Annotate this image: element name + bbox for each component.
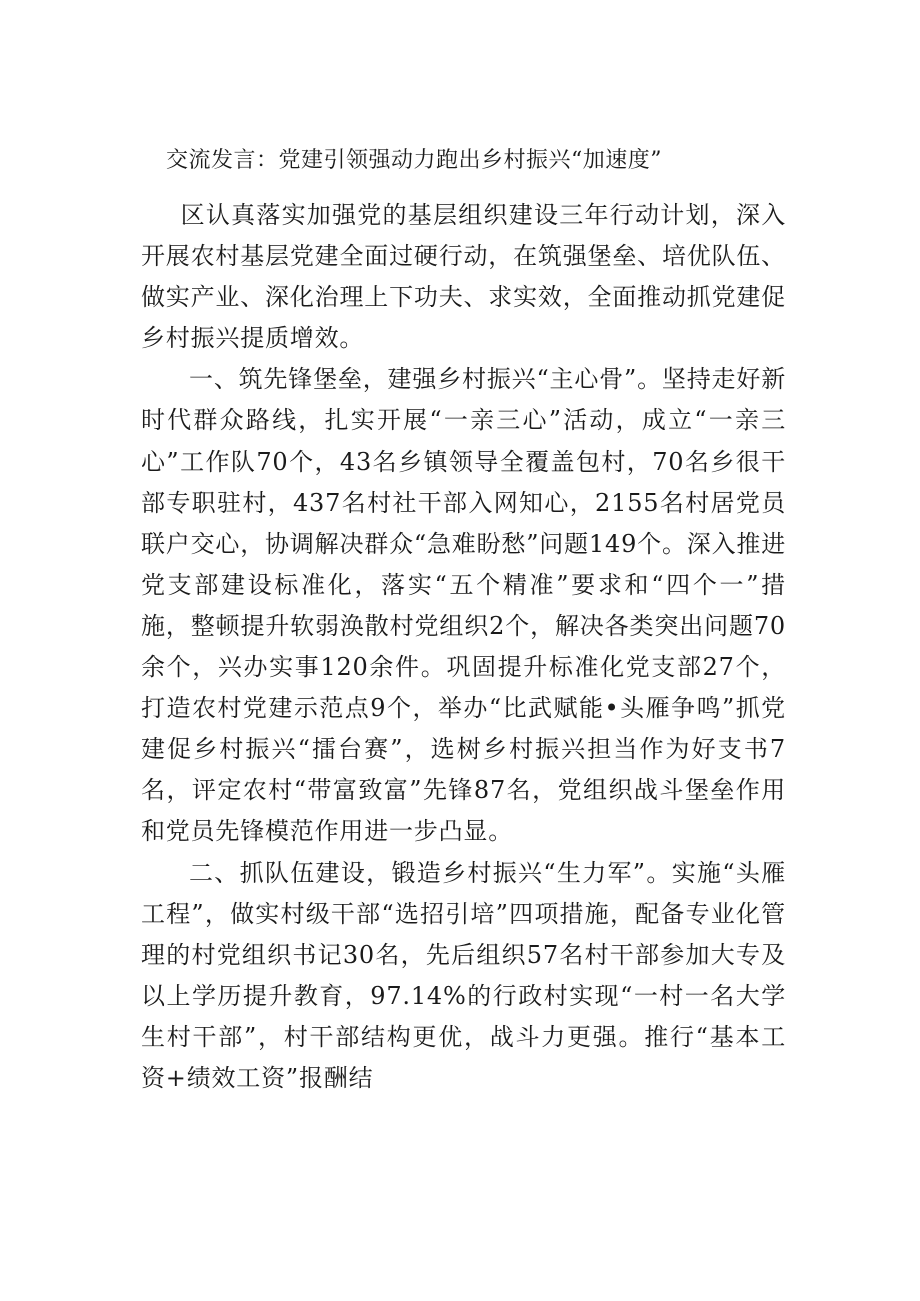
document-title: 交流发言：党建引领强动力跑出乡村振兴“加速度” [166, 148, 662, 173]
paragraph-section-two: 二、抓队伍建设，锻造乡村振兴“生力军”。实施“头雁工程”，做实村级干部“选招引培”四项措施，配备专业化管理的村党组织书记30名，先后组织57名村干部参加大专及以上学历提升教育，97.14%的行政村实现“一村一名大学生村干部”，村干部结构更优，战斗力更强。推行“基本工资+绩效工资”报酬结 [141, 858, 786, 1092]
paragraph-section-one: 一、筑先锋堡垒，建强乡村振兴“主心骨”。坚持走好新时代群众路线，扎实开展“一亲三心”活动，成立“一亲三心”工作队70个，43名乡镇领导全覆盖包村，70名乡很干部专职驻村，437名村社干部入网知心，2155名村居党员联户交心，协调解决群众“急难盼愁”问题149个。深入推进党支部建设标准化，落实“五个精准”要求和“四个一”措施，整顿提升软弱涣散村党组织2个，解决各类突出问题70余个，兴办实事120余件。巩固提升标准化党支部27个，打造农村党建示范点9个，举办“比武赋能•头雁争鸣”抓党建促乡村振兴“擂台赛”，选树乡村振兴担当作为好支书7名，评定农村“带富致富”先锋87名，党组织战斗堡垒作用和党员先锋模范作用进一步凸显。 [141, 365, 786, 846]
paragraph-intro: 区认真落实加强党的基层组织建设三年行动计划，深入开展农村基层党建全面过硬行动，在筑强堡垒、培优队伍、做实产业、深化治理上下功夫、求实效，全面推动抓党建促乡村振兴提质增效。 [141, 201, 786, 353]
document-body [141, 195, 786, 1099]
